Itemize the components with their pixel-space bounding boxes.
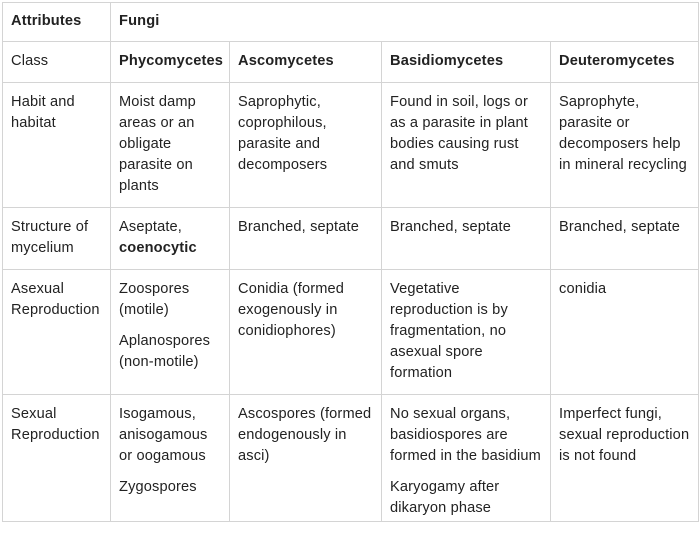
sexual-basidiomycetes xyxy=(382,395,551,522)
header-row xyxy=(3,3,699,42)
mycelium-phyco-aseptate: Aseptate, xyxy=(119,219,183,235)
header-fungi: Fungi xyxy=(111,3,699,42)
asexual-phyco-aplanospores: Aplanospores (non-motile) xyxy=(119,333,211,370)
habit-basidiomycetes: Found in soil, logs or as a parasite in plant bodies causing rust and smuts xyxy=(382,83,551,208)
sexual-phyco-zygospores: Zygospores xyxy=(119,479,197,495)
sexual-basidio-organs: No sexual organs, basidiospores are formed in the basidium xyxy=(390,406,541,464)
sexual-phycomycetes xyxy=(111,395,230,522)
class-phycomycetes: Phycomycetes xyxy=(111,42,230,83)
asexual-row xyxy=(3,270,699,395)
sexual-basidio-karyogamy: Karyogamy after dikaryon phase xyxy=(390,479,500,516)
mycelium-row xyxy=(3,208,699,270)
habit-row xyxy=(3,83,699,208)
sexual-row xyxy=(3,395,699,522)
sexual-phyco-gamy: Isogamous, anisogamous or oogamous xyxy=(119,406,208,464)
mycelium-ascomycetes: Branched, septate xyxy=(230,208,382,270)
mycelium-phycomycetes xyxy=(111,208,230,270)
fungi-comparison-table xyxy=(2,2,699,522)
habit-deuteromycetes: Saprophyte, parasite or decomposers help in mineral recycling xyxy=(551,83,699,208)
sexual-ascomycetes: Ascospores (formed endogenously in asci) xyxy=(230,395,382,522)
class-row xyxy=(3,42,699,83)
header-attributes: Attributes xyxy=(3,3,111,42)
asexual-deuteromycetes: conidia xyxy=(551,270,699,395)
mycelium-deuteromycetes: Branched, septate xyxy=(551,208,699,270)
class-label: Class xyxy=(3,42,111,83)
asexual-phycomycetes xyxy=(111,270,230,395)
class-basidiomycetes: Basidiomycetes xyxy=(382,42,551,83)
habit-phycomycetes: Moist damp areas or an obligate parasite on plants xyxy=(111,83,230,208)
asexual-phyco-zoospores: Zoospores (motile) xyxy=(119,281,190,318)
mycelium-phyco-coenocytic: coenocytic xyxy=(119,240,197,256)
mycelium-label: Structure of mycelium xyxy=(3,208,111,270)
habit-ascomycetes: Saprophytic, coprophilous, parasite and decomposers xyxy=(230,83,382,208)
asexual-ascomycetes: Conidia (formed exogenously in conidiophores) xyxy=(230,270,382,395)
sexual-label: Sexual Reproduction xyxy=(3,395,111,522)
sexual-deuteromycetes: Imperfect fungi, sexual reproduction is not found xyxy=(551,395,699,522)
asexual-basidiomycetes: Vegetative reproduction is by fragmentation, no asexual spore formation xyxy=(382,270,551,395)
class-deuteromycetes: Deuteromycetes xyxy=(551,42,699,83)
mycelium-basidiomycetes: Branched, septate xyxy=(382,208,551,270)
habit-label: Habit and habitat xyxy=(3,83,111,208)
class-ascomycetes: Ascomycetes xyxy=(230,42,382,83)
asexual-label: Asexual Reproduction xyxy=(3,270,111,395)
